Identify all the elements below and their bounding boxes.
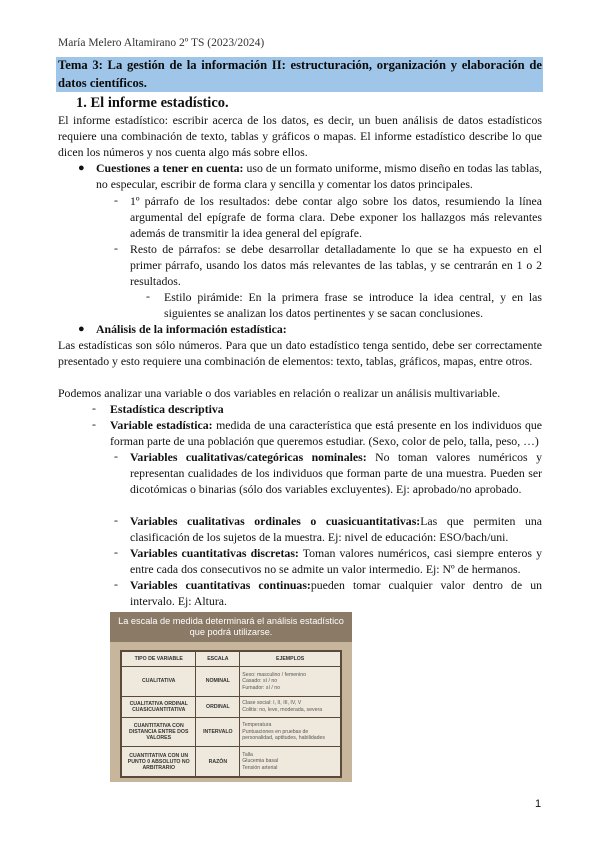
column-header: ESCALA [196,652,240,667]
bullet-icon: ● [78,162,85,174]
cell-examples: Sexo: masculino / femenino Casado: sí / no Fumador: sí / no [240,667,341,697]
bullet-icon: ● [78,323,85,335]
bullet-label: Cuestiones a tener en cuenta: [96,161,244,175]
dash-icon: - [114,193,118,207]
table-row [122,696,341,717]
item-label: Variables cualitativas ordinales o cuasicuantitativas: [130,514,421,528]
item-descriptive-statistics: Estadística descriptiva [110,402,224,416]
sub-sub-item-pyramid: Estilo pirámide: En la primera frase se introduce la idea central, y en las siguientes se analizan los datos pertinentes y se sacan conclusiones. [164,290,542,321]
dash-icon: - [114,545,118,559]
document-title: Tema 3: La gestión de la información II: estructuración, organización y elaboración de datos científicos. [58,58,542,90]
bullet-considerations [96,160,542,192]
item-text: pueden tomar cualquier valor dentro de un intervalo. Ej: Altura. [130,578,542,609]
item-nominal-variables [130,449,542,498]
column-header: EJEMPLOS [240,652,341,667]
dash-icon: - [114,449,118,463]
page-number: 1 [535,798,542,810]
item-text: medida de una característica que está presente en los individuos que forman parte de una población que queremos estudiar. (Sexo, color de pelo, talla, peso, …) [110,418,543,449]
item-text: No toman valores numéricos y representan cualidades de los individuos que forman parte de una muestra. Pueden ser dicotómicas o binarias (sólo dos variables excluyentes). Ej: aprobado/no aprobado. [130,450,542,497]
column-header: TIPO DE VARIABLE [122,652,196,667]
measurement-scale-figure [110,612,352,782]
sub-item-first-paragraph: 1º párrafo de los resultados: debe contar algo sobre los datos, resumiendo la línea argumental del epígrafe de forma clara. Debe exponer los hallazgos más relevantes además de transmitir la idea general del epígrafe. [130,194,542,241]
cell-scale: NOMINAL [196,667,240,697]
table-row [122,667,341,697]
dash-icon: - [146,289,150,303]
item-ordinal-variables [130,513,542,545]
cell-examples: Temperatura Puntuaciones en pruebas de personalidad, aptitudes, habilidades [240,717,341,747]
item-label: Variable estadística: [110,418,213,432]
item-statistical-variable [110,417,542,449]
cell-scale: RAZÓN [196,747,240,777]
header-author: María Melero Altamirano 2º TS (2023/2024) [58,37,265,49]
scale-table [120,650,342,778]
table-row [122,717,341,747]
item-text: Toman valores numéricos, casi siempre enteros y entre cada dos consecutivos no se admite un valor intermedio. Ej: Nº de hermanos. [130,546,542,577]
cell-scale: ORDINAL [196,696,240,717]
item-label: Variables cuantitativas continuas: [130,578,311,592]
dash-icon: - [114,577,118,591]
cell-examples: Talla Glucemia basal Tensión arterial [240,747,341,777]
bullet-text: uso de un formato uniforme, mismo diseño en todas las tablas, no especular, escribir de forma clara y sencilla y comentar los datos principales. [96,161,542,192]
table-row [122,747,341,777]
section-heading: 1. El informe estadístico. [76,95,229,111]
cell-examples: Clase social: I, II, III, IV, V Colitis: no, leve, moderada, severa [240,696,341,717]
item-label: Variables cualitativas/categóricas nominales: [130,450,367,464]
table-header-row [122,652,341,667]
figure-caption: La escala de medida determinará el análisis estadístico que podrá utilizarse. [110,612,352,642]
dash-icon: - [114,513,118,527]
paragraph-statistics: Las estadísticas son sólo números. Para que un dato estadístico tenga sentido, debe ser correctamente presentado y esto requiere una combinación de elementos: texto, tablas, gráficos, mapas, entre otros. [58,338,542,369]
dash-icon: - [92,417,96,431]
item-continuous-variables [130,577,542,609]
item-text: Las que permiten una clasificación de los sujetos de la muestra. Ej: nivel de educación: ESO/bach/uni. [130,514,542,545]
cell-type: CUANTITATIVA CON UN PUNTO 0 ABSOLUTO NO ARBITRARIO [122,747,196,777]
cell-type: CUALITATIVA [122,667,196,697]
paragraph-variables: Podemos analizar una variable o dos variables en relación o realizar un análisis multivariable. [58,386,501,400]
dash-icon: - [92,401,96,415]
cell-scale: INTERVALO [196,717,240,747]
item-label: Variables cuantitativas discretas: [130,546,299,560]
sub-item-other-paragraphs: Resto de párrafos: se debe desarrollar detalladamente lo que se ha expuesto en el primer párrafo, usando los datos más relevantes de las tablas, y se centrarán en 1 o 2 resultados. [130,242,542,289]
bullet-analysis-label: Análisis de la información estadística: [96,322,287,336]
dash-icon: - [114,241,118,255]
cell-type: CUANTITATIVA CON DISTANCIA ENTRE DOS VALORES [122,717,196,747]
cell-type: CUALITATIVA ORDINAL CUASICUANTITATIVA [122,696,196,717]
intro-paragraph: El informe estadístico: escribir acerca de los datos, es decir, un buen análisis de datos estadísticos requiere una combinación de texto, tablas y gráficos o mapas. El informe estadístico describe lo que dicen los números y nos cuenta algo más sobre ellos. [58,113,542,160]
item-discrete-variables [130,545,542,577]
